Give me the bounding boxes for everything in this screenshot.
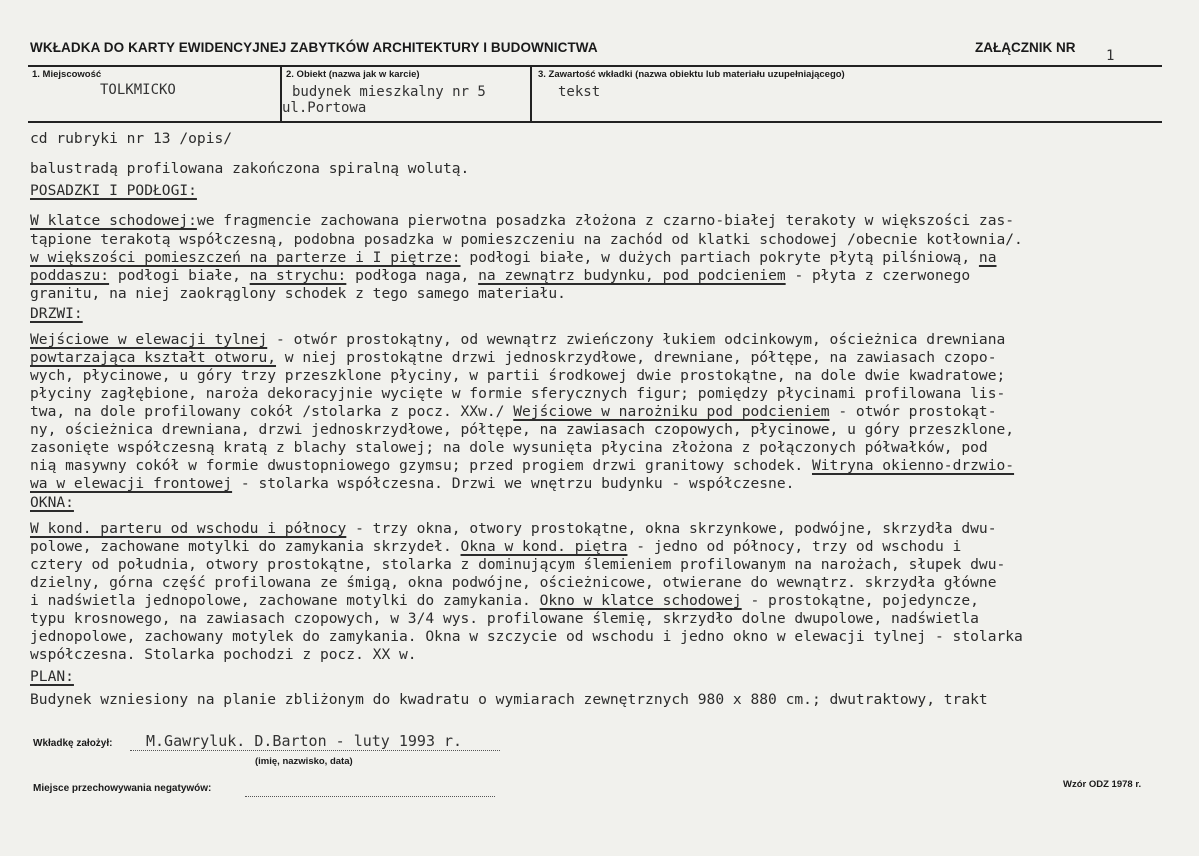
text-line	[30, 130, 232, 148]
text-line	[30, 610, 979, 628]
underlined-heading: OKNA:	[30, 494, 74, 511]
text-segment: zasonięte współczesną kratą z blachy stalowej; na dole wysunięta płycina złożona z połączonych półwałków, pod	[30, 439, 988, 456]
text-line	[30, 349, 996, 367]
text-segment: nią masywny cokół w formie dwustopniowego gzymsu; przed progiem drzwi granitowy schodek.	[30, 457, 812, 474]
form-code: Wzór ODZ 1978 r.	[1063, 779, 1142, 790]
text-segment: - stolarka współczesna. Drzwi we wnętrzu budynku - współczesne.	[232, 475, 795, 492]
underlined-heading: DRZWI:	[30, 305, 83, 322]
negatives-line	[245, 796, 495, 797]
text-segment: - płyta z czerwonego	[785, 267, 971, 284]
text-segment: - prostokątne, pojedyncze,	[741, 592, 979, 609]
text-line	[30, 628, 1023, 646]
text-line	[30, 439, 988, 457]
text-line	[30, 574, 996, 592]
text-line	[30, 556, 1005, 574]
text-segment: - otwór prostokąt-	[829, 403, 997, 420]
underlined-heading: W kond. parteru od wschodu i północy	[30, 520, 347, 537]
underlined-heading: Wejściowe w elewacji tylnej	[30, 331, 268, 348]
text-segment: twa, na dole profilowany cokół /stolarka z pocz. XXw./	[30, 403, 514, 420]
underlined-heading: poddaszu:	[30, 267, 110, 284]
field-divider-2	[530, 65, 532, 123]
text-segment: podłogi białe,	[109, 267, 250, 284]
text-segment: ny, ościeżnica drewniana, drzwi jednoskrzydłowe, półtępe, na zawiasach czopowych, płycinowe, u góry przeszklone,	[30, 421, 1015, 438]
text-segment: płyciny zagłębione, naroża dekoracyjnie wycięte w formie sferycznych figur; pomiędzy płycinami profilowana lis-	[30, 385, 1006, 402]
created-by-line	[130, 750, 500, 751]
text-segment: typu krosnowego, na zawiasach czopowych, w 3/4 wys. profilowane ślemię, skrzydło dolne dwupolowe, nadświetla	[30, 610, 979, 627]
text-line	[30, 494, 74, 512]
text-line	[30, 457, 1014, 475]
text-line	[30, 538, 961, 556]
underlined-heading: Witryna okienno-drzwio-	[811, 457, 1015, 474]
text-segment: cd rubryki nr 13 /opis/	[30, 130, 233, 147]
negatives-label: Miejsce przechowywania negatywów:	[33, 783, 212, 794]
text-segment: podłoga naga,	[346, 267, 479, 284]
text-segment: podłogi białe, w dużych partiach pokryte płytą pilśniową,	[460, 249, 979, 266]
underlined-heading: W klatce schodowej:	[30, 212, 197, 229]
field-1-label: 1. Miejscowość	[32, 69, 102, 80]
created-by-label: Wkładkę założył:	[33, 738, 113, 749]
underlined-heading: na	[978, 249, 997, 266]
text-line	[30, 592, 979, 610]
underlined-heading: w większości pomieszczeń na parterze i I piętrze:	[30, 249, 461, 266]
text-segment: tąpione terakotą współczesną, podobna posadzka w pomieszczeniu na zachód od klatki schodowej /obecnie kotłownia/.	[30, 231, 1023, 248]
text-segment: balustradą profilowana zakończona spiralną wolutą.	[30, 160, 470, 177]
field-2-value-line1: budynek mieszkalny nr 5	[292, 84, 486, 100]
text-line	[30, 182, 197, 200]
text-segment: wych, płycinowe, u góry trzy przeszklone płyciny, w partii środkowej dwie prostokątne, na dole dwie kwadratowe;	[30, 367, 1006, 384]
text-segment: Budynek wzniesiony na planie zbliżonym do kwadratu o wymiarach zewnętrznych 980 x 880 cm.; dwutraktowy, trakt	[30, 691, 988, 708]
text-segment: jednopolowe, zachowany motylek do zamykania. Okna w szczycie od wschodu i jedno okno w elewacji tylnej - stolarka	[30, 628, 1023, 645]
text-line	[30, 668, 74, 686]
underlined-heading: PLAN:	[30, 668, 74, 685]
underlined-heading: Wejściowe w narożniku pod podcieniem	[513, 403, 830, 420]
created-by-hint: (imię, nazwisko, data)	[255, 756, 353, 767]
underlined-heading: powtarzająca kształt otworu,	[30, 349, 277, 366]
underlined-heading: na strychu:	[249, 267, 347, 284]
text-segment: i nadświetla jednopolowe, zachowane motylki do zamykania.	[30, 592, 540, 609]
attachment-number: 1	[1106, 48, 1115, 64]
field-3-value: tekst	[558, 84, 601, 100]
text-segment: granitu, na niej zaokrąglony schodek z tego samego materiału.	[30, 285, 566, 302]
underlined-heading: na zewnątrz budynku, pod podcieniem	[478, 267, 786, 284]
attachment-label: ZAŁĄCZNIK NR	[975, 40, 1076, 55]
text-line	[30, 367, 1005, 385]
text-line	[30, 331, 1005, 349]
text-segment: - otwór prostokątny, od wewnątrz zwieńczony łukiem odcinkowym, ościeżnica drewniana	[267, 331, 1006, 348]
text-segment: polowe, zachowane motylki do zamykania skrzydeł.	[30, 538, 461, 555]
field-1-value: TOLKMICKO	[100, 82, 176, 98]
field-2-label: 2. Obiekt (nazwa jak w karcie)	[286, 69, 420, 80]
text-segment: w niej prostokątne drzwi jednoskrzydłowe, drewniane, półtępe, na zawiasach czopo-	[276, 349, 997, 366]
text-segment: dzielny, górna część profilowana ze śmigą, okna podwójne, ościeżnicowe, otwierane do wewnątrz. skrzydła główne	[30, 574, 997, 591]
underlined-heading: Okna w kond. piętra	[460, 538, 628, 555]
text-line	[30, 421, 1014, 439]
form-title: WKŁADKA DO KARTY EWIDENCYJNEJ ZABYTKÓW ARCHITEKTURY I BUDOWNICTWA	[30, 40, 598, 55]
underlined-heading: Okno w klatce schodowej	[539, 592, 742, 609]
text-line	[30, 520, 997, 538]
text-line	[30, 403, 997, 421]
field-2-value-line2: ul.Portowa	[282, 100, 367, 116]
header-bottom-rule	[28, 121, 1162, 123]
header-top-rule	[28, 65, 1162, 67]
text-segment: we fragmencie zachowana pierwotna posadzka złożona z czarno-białej terakoty w większości zas-	[196, 212, 1015, 229]
text-line	[30, 231, 1023, 249]
field-3-label: 3. Zawartość wkładki (nazwa obiektu lub materiału uzupełniającego)	[538, 69, 845, 80]
text-line	[30, 305, 83, 323]
text-line	[30, 249, 997, 267]
text-segment: - jedno od północy, trzy od wschodu i	[627, 538, 962, 555]
text-line	[30, 285, 566, 303]
underlined-heading: wa w elewacji frontowej	[30, 475, 233, 492]
created-by-value: M.Gawryluk. D.Barton - luty 1993 r.	[146, 732, 463, 750]
text-line	[30, 691, 988, 709]
text-line	[30, 212, 1014, 230]
text-line	[30, 646, 417, 664]
text-segment: współczesna. Stolarka pochodzi z pocz. XX w.	[30, 646, 417, 663]
text-line	[30, 385, 1005, 403]
text-segment: - trzy okna, otwory prostokątne, okna skrzynkowe, podwójne, skrzydła dwu-	[346, 520, 997, 537]
text-line	[30, 475, 794, 493]
text-segment: cztery od południa, otwory prostokątne, stolarka z dominującym ślemieniem profilowanym na narożach, słupek dwu-	[30, 556, 1006, 573]
underlined-heading: POSADZKI I PODŁOGI:	[30, 182, 197, 199]
text-line	[30, 160, 469, 178]
text-line	[30, 267, 970, 285]
